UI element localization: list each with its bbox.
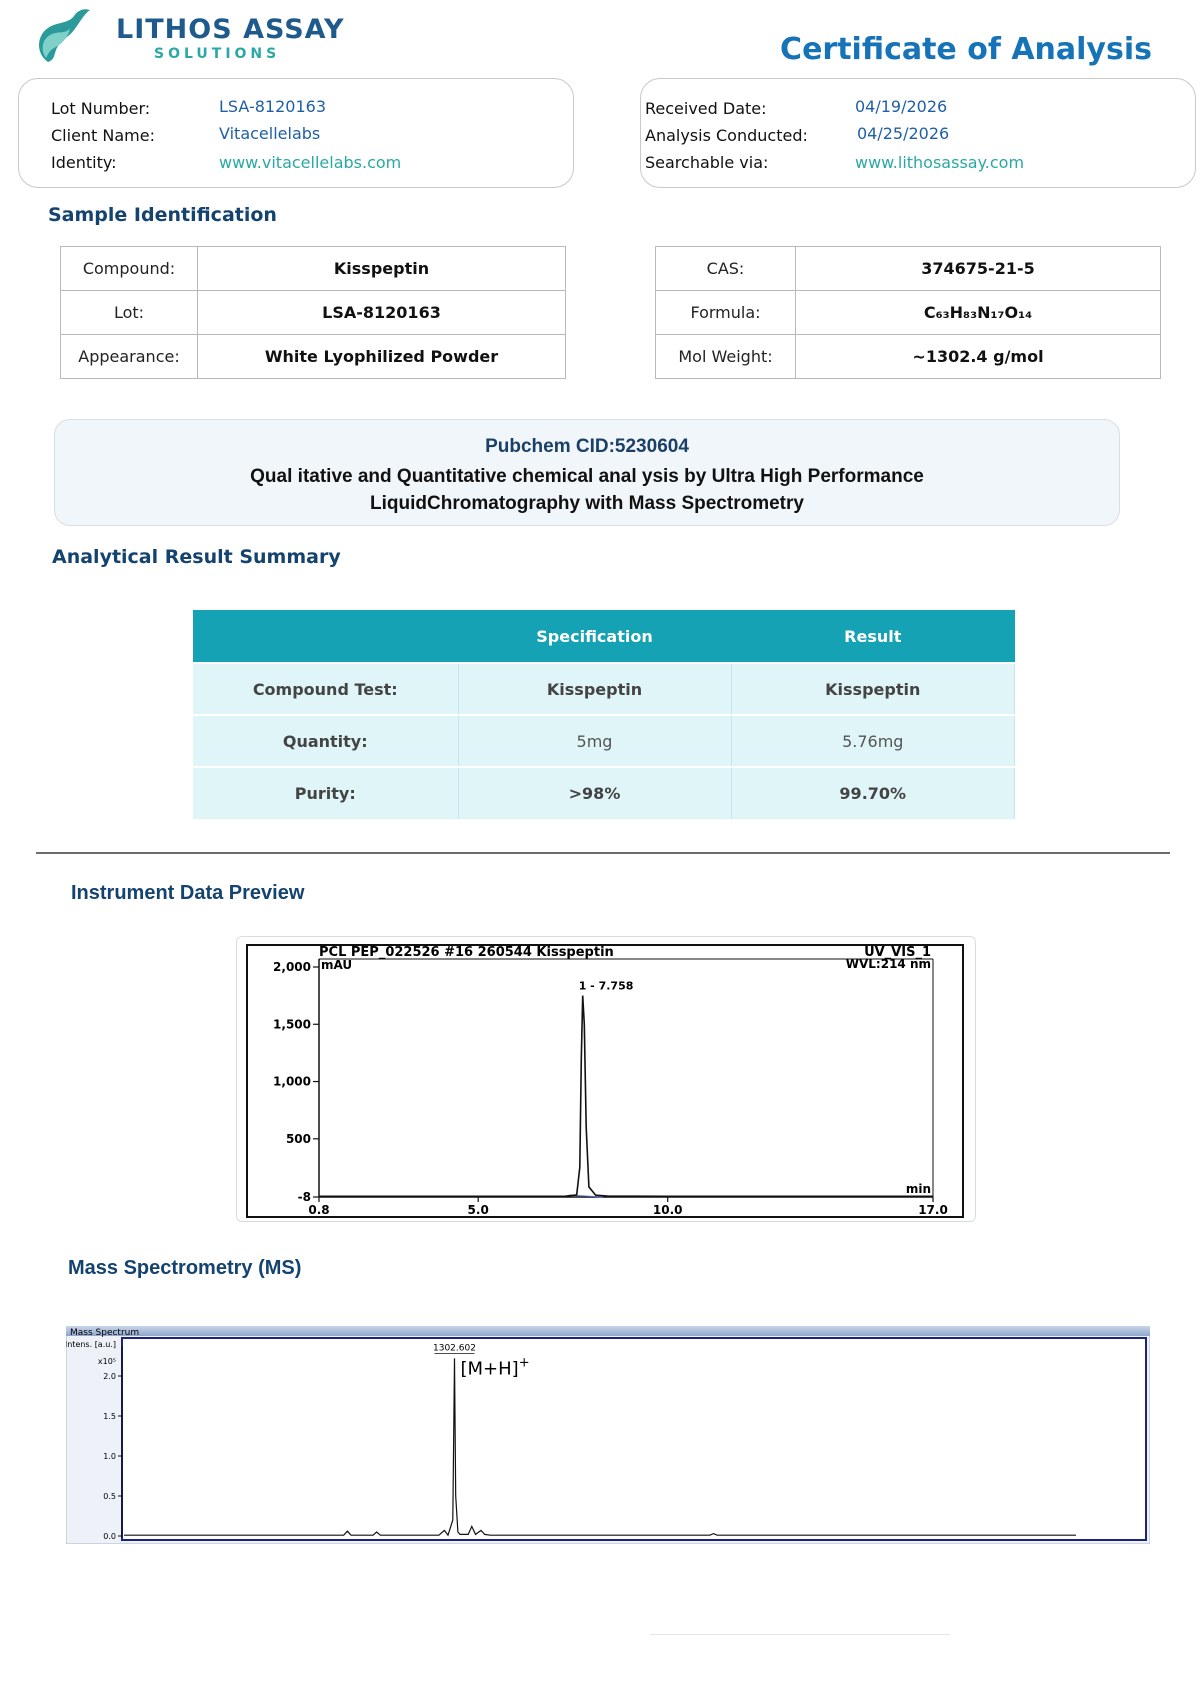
ms-ion-charge: + [518, 1355, 530, 1371]
mass-spectrum-frame [66, 1326, 1150, 1544]
mass-spec-title: Mass Spectrometry (MS) [68, 1257, 302, 1279]
analytical-summary-title: Analytical Result Summary [52, 546, 341, 568]
dates-info-box [640, 78, 1196, 188]
table-row [193, 715, 1015, 767]
hplc-chromatogram [237, 937, 977, 1223]
ms-y-tick-label: 2.0 [103, 1372, 116, 1381]
chromatogram-title: PCL PEP_022526 #16 260544 Kisspeptin [319, 945, 614, 960]
table-header-row [193, 610, 1015, 663]
spec-value: 5mg [458, 715, 731, 767]
ms-y-tick-label: 0.0 [103, 1532, 116, 1541]
formula-label: Formula: [656, 291, 796, 335]
result-value: 99.70% [731, 767, 1015, 819]
header-blank [193, 610, 458, 663]
y-unit-label: mAU [321, 958, 353, 972]
result-value: 5.76mg [731, 715, 1015, 767]
ms-y-multiplier: x10⁵ [97, 1357, 116, 1366]
method-line-2: LiquidChromatography with Mass Spectrometry [370, 493, 804, 514]
lot-label: Lot: [61, 291, 198, 335]
analytical-result-table [193, 610, 1015, 819]
table-row [656, 335, 1161, 379]
document-title: Certificate of Analysis [780, 32, 1152, 67]
lot-number-value: LSA-8120163 [219, 97, 326, 116]
section-divider [36, 852, 1170, 854]
chromatogram-frame [236, 936, 976, 1222]
client-name-label: Client Name: [51, 126, 155, 145]
table-row [193, 663, 1015, 715]
appearance-value: White Lyophilized Powder [198, 335, 566, 379]
identity-label: Identity: [51, 153, 117, 172]
identity-link[interactable]: www.vitacellelabs.com [219, 153, 402, 172]
ms-window-title: Mass Spectrum [70, 1328, 140, 1338]
compound-value: Kisspeptin [198, 247, 566, 291]
compound-label: Compound: [61, 247, 198, 291]
header-result: Result [731, 610, 1015, 663]
row-label: Purity: [193, 767, 458, 819]
table-row [61, 335, 566, 379]
appearance-label: Appearance: [61, 335, 198, 379]
table-row [61, 247, 566, 291]
result-value: Kisspeptin [731, 663, 1015, 715]
table-row [193, 767, 1015, 819]
peak-label: 1 - 7.758 [578, 979, 634, 993]
received-date-value: 04/19/2026 [855, 97, 948, 116]
cas-label: CAS: [656, 247, 796, 291]
searchable-via-label: Searchable via: [645, 153, 769, 172]
lot-number-label: Lot Number: [51, 99, 151, 118]
analysis-conducted-value: 04/25/2026 [857, 124, 950, 143]
analysis-conducted-label: Analysis Conducted: [645, 126, 808, 145]
y-tick-label: 500 [285, 1131, 311, 1146]
ms-y-label: Intens. [a.u.] [66, 1340, 116, 1349]
sample-id-table-right [655, 246, 1161, 379]
cas-value: 374675-21-5 [796, 247, 1161, 291]
pubchem-cid: Pubchem CID:5230604 [485, 436, 689, 457]
searchable-via-link[interactable]: www.lithosassay.com [855, 153, 1025, 172]
footer-divider [650, 1634, 950, 1635]
brand-logo [34, 6, 94, 68]
row-label: Compound Test: [193, 663, 458, 715]
sample-id-table-left [60, 246, 566, 379]
y-tick-label: -8 [297, 1190, 311, 1204]
brand-name: LITHOS ASSAY [116, 14, 345, 45]
pubchem-method-box [54, 419, 1120, 526]
lot-info-box [18, 78, 574, 188]
x-tick-label: 5.0 [467, 1203, 489, 1217]
spec-value: >98% [458, 767, 731, 819]
header-specification: Specification [458, 610, 731, 663]
y-tick-label: 1,500 [273, 1017, 311, 1032]
ms-titlebar [66, 1326, 1150, 1336]
client-name-value: Vitacellelabs [219, 124, 321, 143]
ms-plot-area [122, 1338, 1146, 1540]
mass-spectrum-chart [66, 1326, 1150, 1544]
mol-weight-value: ~1302.4 g/mol [796, 335, 1161, 379]
x-unit-label: min [905, 1182, 931, 1196]
mol-weight-label: Mol Weight: [656, 335, 796, 379]
lot-value: LSA-8120163 [198, 291, 566, 335]
table-row [656, 247, 1161, 291]
y-tick-label: 2,000 [273, 960, 311, 974]
x-tick-label: 17.0 [918, 1203, 948, 1217]
table-row [61, 291, 566, 335]
ms-y-tick-label: 0.5 [103, 1492, 116, 1501]
x-tick-label: 10.0 [652, 1203, 683, 1217]
row-label: Quantity: [193, 715, 458, 767]
ms-y-tick-label: 1.5 [103, 1412, 116, 1421]
ms-y-tick-label: 1.0 [103, 1452, 116, 1461]
method-line-1: Qual itative and Quantitative chemical anal ysis by Ultra High Performance [250, 466, 924, 487]
formula-value: C₆₃H₈₃N₁₇O₁₄ [796, 291, 1161, 335]
channel-label: UV_VIS_1 [864, 945, 931, 960]
x-tick-label: 0.8 [308, 1203, 330, 1217]
table-row [656, 291, 1161, 335]
instrument-data-title: Instrument Data Preview [71, 882, 305, 904]
spec-value: Kisspeptin [458, 663, 731, 715]
brand-subtitle: SOLUTIONS [154, 46, 281, 62]
y-tick-label: 1,000 [273, 1074, 311, 1089]
received-date-label: Received Date: [645, 99, 767, 118]
ms-peak-label: 1302.602 [433, 1343, 476, 1354]
sample-identification-title: Sample Identification [48, 204, 277, 226]
wavelength-label: WVL:214 nm [845, 957, 931, 971]
ms-ion-label: [M+H] [460, 1358, 519, 1380]
